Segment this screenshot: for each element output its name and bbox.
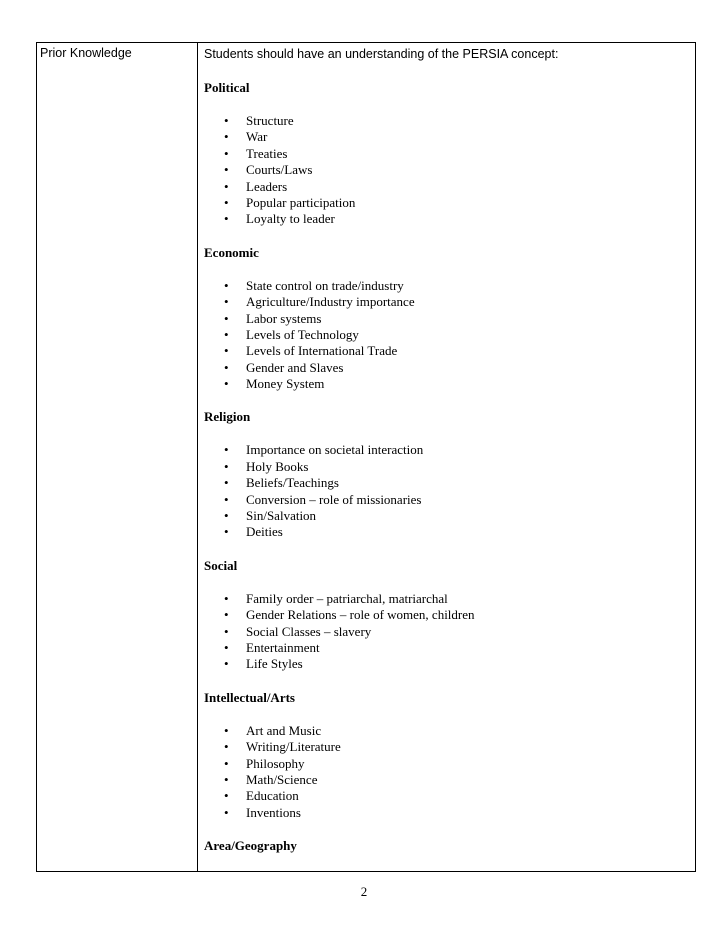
bullet-icon: •: [224, 771, 229, 787]
list-item-text: Courts/Laws: [246, 162, 313, 178]
list-item: [204, 327, 695, 343]
bullet-icon: •: [224, 343, 229, 359]
list-item: [204, 772, 695, 788]
list-item: [204, 656, 695, 672]
list-item-text: Deities: [246, 524, 283, 540]
list-item: [204, 146, 695, 162]
bullet-icon: •: [224, 129, 229, 145]
list-item: [204, 360, 695, 376]
list-item: [204, 739, 695, 755]
prior-knowledge-table: [36, 42, 696, 872]
bullet-icon: •: [224, 458, 229, 474]
list-item: [204, 113, 695, 129]
list-item-text: Popular participation: [246, 194, 356, 210]
bullet-list: [204, 278, 695, 393]
bullet-icon: •: [224, 310, 229, 326]
content-cell: [198, 43, 696, 872]
list-item-text: Holy Books: [246, 458, 309, 474]
list-item: [204, 788, 695, 804]
list-item-text: Structure: [246, 113, 294, 128]
bullet-icon: •: [224, 162, 229, 178]
bullet-icon: •: [224, 755, 229, 771]
list-item-text: Levels of International Trade: [246, 343, 398, 359]
bullet-icon: •: [224, 145, 229, 161]
page-number: 2: [360, 884, 368, 899]
list-item: [204, 508, 695, 524]
list-item: [204, 607, 695, 623]
list-item: [204, 640, 695, 656]
section-heading: Economic: [204, 244, 259, 260]
list-item-text: Inventions: [246, 804, 301, 820]
list-item: [204, 162, 695, 178]
bullet-icon: •: [224, 211, 229, 227]
bullet-icon: •: [224, 294, 229, 310]
list-item: [204, 475, 695, 491]
bullet-icon: •: [224, 194, 229, 210]
list-item: [204, 195, 695, 211]
list-item-text: Gender Relations – role of women, children: [246, 607, 475, 623]
bullet-icon: •: [224, 359, 229, 375]
list-item: [204, 723, 695, 739]
list-item: [204, 211, 695, 227]
list-item-text: Family order – patriarchal, matriarchal: [246, 590, 448, 606]
list-item-text: Importance on societal interaction: [246, 442, 424, 458]
list-item-text: Social Classes – slavery: [246, 623, 372, 639]
bullet-icon: •: [224, 788, 229, 804]
bullet-icon: •: [224, 475, 229, 491]
list-item-text: Math/Science: [246, 771, 318, 787]
list-item-text: State control on trade/industry: [246, 277, 404, 293]
row-label: Prior Knowledge: [40, 46, 132, 60]
list-item-text: Money System: [246, 376, 325, 392]
list-item-text: Gender and Slaves: [246, 359, 344, 375]
list-item-text: Sin/Salvation: [246, 508, 317, 524]
list-item: [204, 624, 695, 640]
list-item-text: Levels of Technology: [246, 326, 359, 342]
list-item: [204, 591, 695, 607]
list-item-text: Conversion – role of missionaries: [246, 491, 422, 507]
list-item: [204, 459, 695, 475]
list-item: [204, 442, 695, 458]
list-item-text: Loyalty to leader: [246, 211, 335, 227]
bullet-icon: •: [224, 508, 229, 524]
section-heading: Social: [204, 557, 238, 573]
section-heading: Intellectual/Arts: [204, 689, 295, 705]
bullet-icon: •: [224, 722, 229, 738]
bullet-icon: •: [224, 590, 229, 606]
list-item-text: Art and Music: [246, 722, 322, 738]
list-item: [204, 311, 695, 327]
sections-container: [204, 80, 695, 854]
list-item-text: War: [246, 129, 268, 145]
intro-text: Students should have an understanding of the PERSIA concept:: [204, 47, 559, 61]
bullet-icon: •: [224, 607, 229, 623]
bullet-icon: •: [224, 623, 229, 639]
bullet-icon: •: [224, 326, 229, 342]
list-item: [204, 756, 695, 772]
list-item-text: Labor systems: [246, 310, 322, 326]
list-item-text: Life Styles: [246, 656, 303, 672]
bullet-list: [204, 113, 695, 228]
bullet-list: [204, 723, 695, 821]
bullet-icon: •: [224, 739, 229, 755]
bullet-icon: •: [224, 524, 229, 540]
list-item: [204, 343, 695, 359]
bullet-list: [204, 591, 695, 673]
section-heading: Political: [204, 80, 250, 95]
list-item-text: Agriculture/Industry importance: [246, 294, 415, 310]
bullet-icon: •: [224, 178, 229, 194]
list-item-text: Beliefs/Teachings: [246, 475, 339, 491]
section-heading: Area/Geography: [204, 838, 297, 854]
bullet-icon: •: [224, 376, 229, 392]
bullet-icon: •: [224, 113, 229, 128]
list-item: [204, 294, 695, 310]
table-row: [37, 43, 696, 872]
bullet-icon: •: [224, 277, 229, 293]
bullet-icon: •: [224, 804, 229, 820]
list-item: [204, 376, 695, 392]
bullet-icon: •: [224, 442, 229, 458]
section-heading: Religion: [204, 409, 251, 425]
list-item: [204, 278, 695, 294]
list-item: [204, 805, 695, 821]
list-item-text: Writing/Literature: [246, 739, 341, 755]
list-item-text: Treaties: [246, 145, 288, 161]
list-item: [204, 179, 695, 195]
list-item: [204, 524, 695, 540]
list-item-text: Philosophy: [246, 755, 305, 771]
list-item-text: Education: [246, 788, 299, 804]
label-cell: [37, 43, 198, 872]
list-item-text: Leaders: [246, 178, 288, 194]
bullet-list: [204, 442, 695, 540]
bullet-icon: •: [224, 639, 229, 655]
list-item-text: Entertainment: [246, 639, 320, 655]
bullet-icon: •: [224, 656, 229, 672]
list-item: [204, 492, 695, 508]
list-item: [204, 129, 695, 145]
bullet-icon: •: [224, 491, 229, 507]
